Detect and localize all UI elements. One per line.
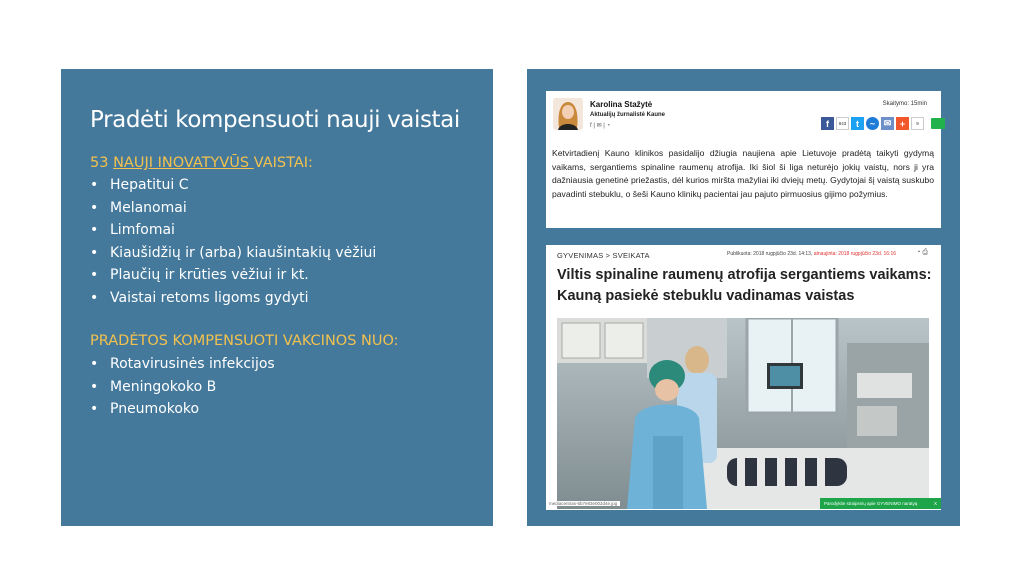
article-headline: Viltis spinaline raumenų atrofija sergantiems vaikams: Kauną pasiekė stebuklu vadinamas vaistas (557, 267, 932, 304)
list-item: • Meningokoko B (90, 378, 217, 395)
list-item: • Pneumokoko (90, 401, 200, 418)
comments-count: 9 (911, 117, 924, 130)
twitter-share-icon[interactable]: t (851, 117, 864, 130)
breadcrumb[interactable]: GYVENIMAS > SVEIKATA (557, 251, 650, 260)
comment-icon[interactable] (931, 118, 945, 129)
share-count: 843 (836, 117, 849, 130)
article-tools (916, 249, 928, 257)
list-item: • Kiaušidžių ir (arba) kiaušintakių vėžiui (90, 244, 377, 261)
plus-share-icon[interactable]: + (896, 117, 909, 130)
right-slide-panel (527, 69, 960, 526)
section-heading-vaccines: PRADĖTOS KOMPENSUOTI VAKCINOS NUO: (90, 333, 399, 349)
article-card (546, 245, 941, 510)
author-role: Aktualijų žurnalistė Kaune (590, 112, 666, 118)
messenger-share-icon[interactable]: ~ (866, 117, 879, 130)
list-item: • Hepatitui C (90, 177, 189, 193)
left-slide-panel (61, 69, 493, 526)
image-caption: mediacentras-5b7e83e002d4e.jpg (546, 501, 620, 506)
list-item: • Rotavirusinės infekcijos (90, 356, 275, 372)
author-social-icons: f | ✉ | ◔ (590, 123, 611, 129)
article-lead-text: Ketvirtadienį Kauno klinikos pasidalijo džiugia naujiena apie Lietuvoje pradėtą taikyti gydymą vaikams, sergantiems spinaline raumenų atrofija. Iki šiol ši liga neturėjo jokių vaistų, nors ji yra dažniausia genetinė priežastis, dėl kurios miršta mažyliai iki dviejų metų. Gydytojai šį vaistą suskubo pavadinti stebuklu, o šeši Kauno klinikų pacientai jau pajuto pirmuosius gijimo požymius. (552, 148, 934, 199)
rss-icon[interactable]: ◔ (916, 249, 921, 256)
list-item: • Plaučių ir krūties vėžiui ir kt. (90, 267, 309, 284)
author-avatar (553, 98, 583, 130)
medicines-list (90, 174, 376, 310)
share-bar (821, 117, 945, 130)
article-dates: Publikuota: 2018 rugpjūčio 23d. 14:13, atnaujinta: 2018 rugpjūčio 23d. 16:16 (727, 251, 897, 257)
list-item: • Melanomai (90, 199, 187, 216)
section-heading-medicines: 53 NAUJI INOVATYVŪS VAISTAI: (90, 155, 313, 171)
reading-time: Skaitymo: 15min (882, 101, 927, 107)
vaccines-list (90, 353, 275, 421)
mail-share-icon[interactable]: ✉ (881, 117, 894, 130)
slide-title: Pradėti kompensuoti nauji vaistai (90, 107, 460, 133)
print-icon[interactable]: ⎙ (922, 249, 928, 256)
list-item: • Vaistai retoms ligoms gydyti (90, 289, 309, 306)
rss-icon[interactable]: ◔ (606, 123, 611, 129)
facebook-icon[interactable]: f (590, 123, 592, 129)
article-photo[interactable] (557, 318, 929, 509)
related-articles-bar[interactable]: Parodykite straipsnių apie GYVENIMO naratyą X (820, 498, 941, 509)
article-lead-card (546, 91, 941, 228)
close-icon[interactable]: X (933, 501, 937, 506)
author-name[interactable]: Karolina Stažytė (590, 100, 653, 109)
mail-icon[interactable]: ✉ (596, 123, 602, 129)
facebook-share-icon[interactable]: f (821, 117, 834, 130)
list-item: • Limfomai (90, 222, 175, 239)
